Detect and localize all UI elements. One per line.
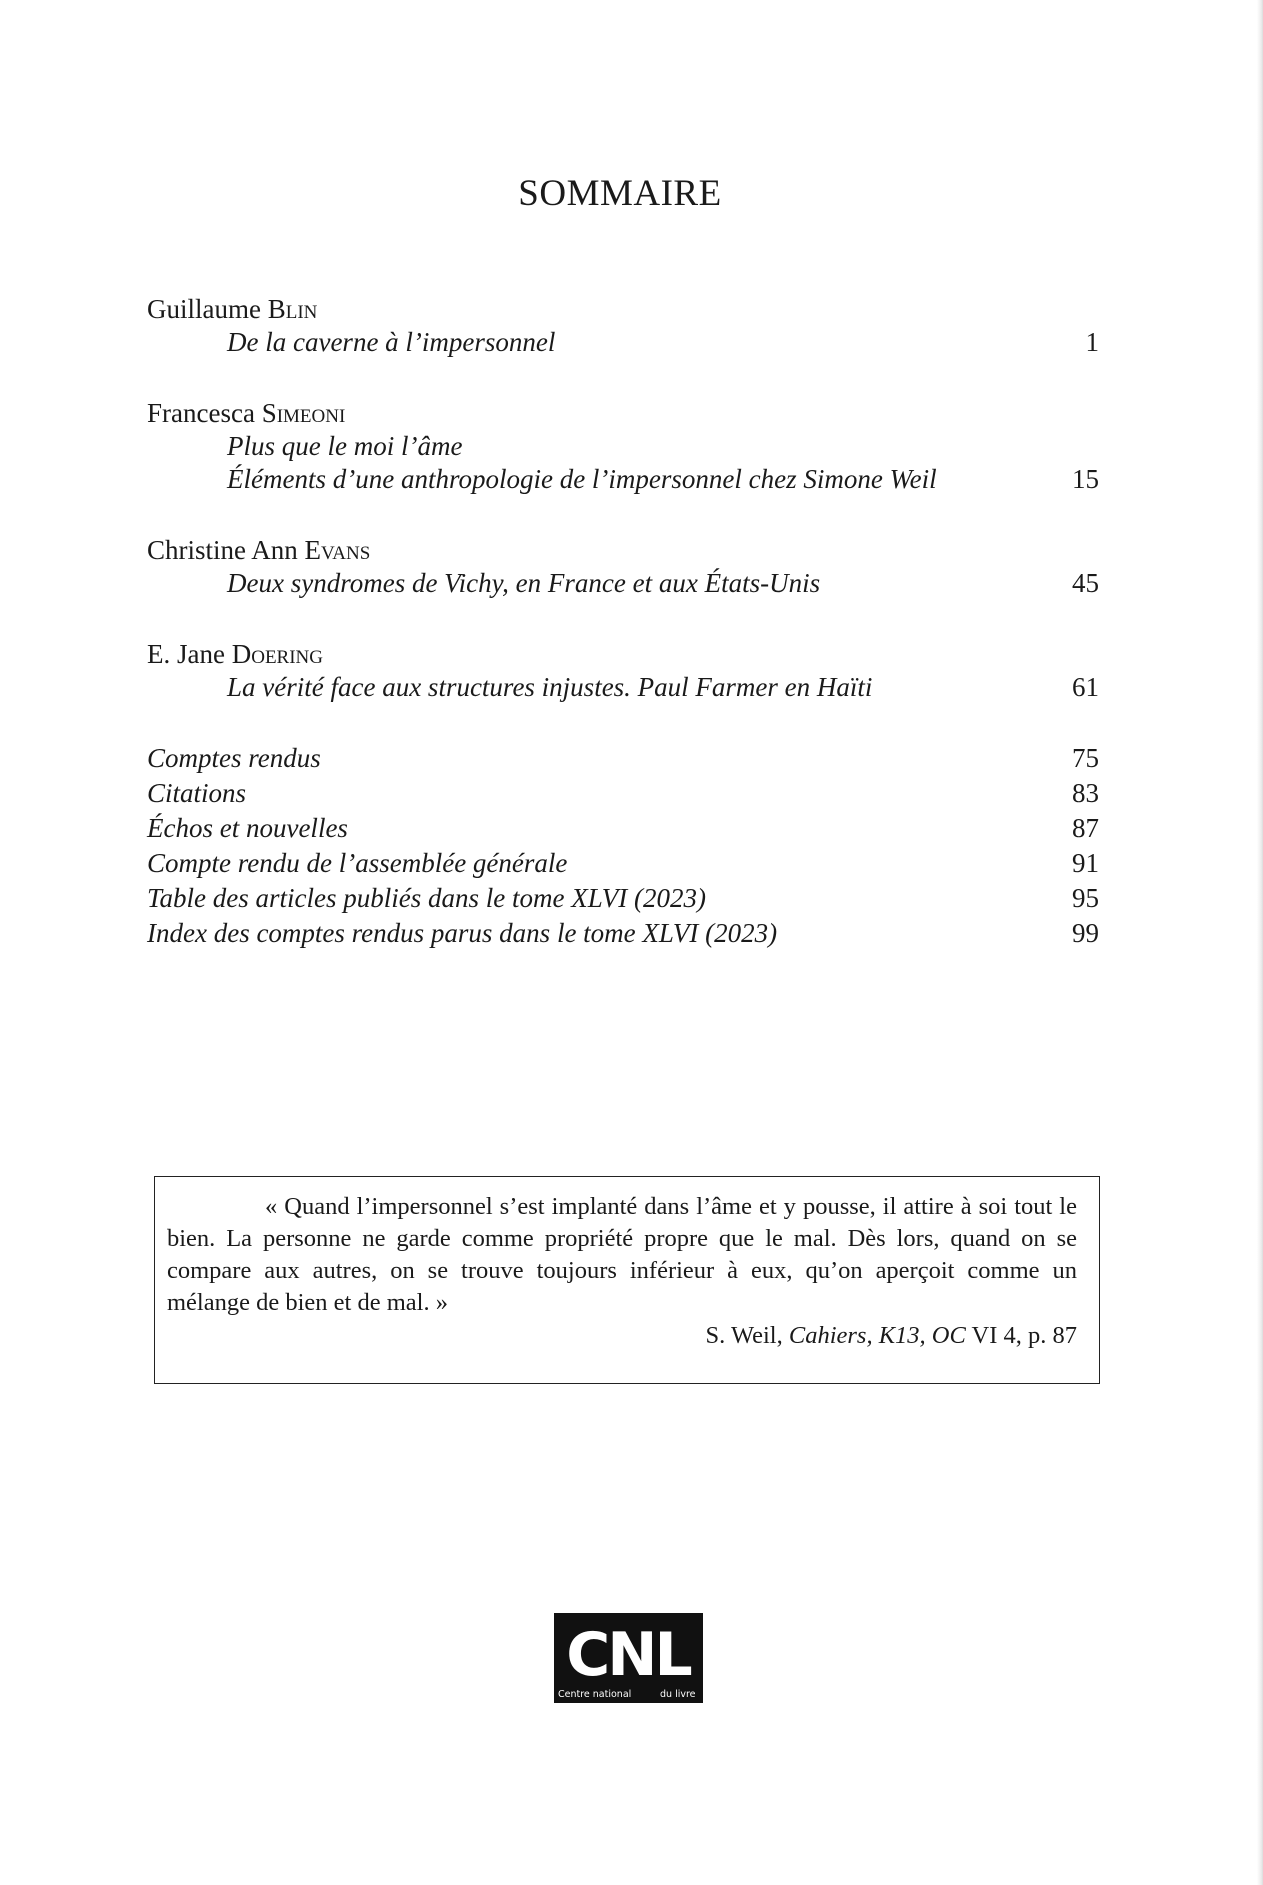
page-number: 1 (1085, 327, 1099, 357)
cnl-logo-caption-right: du livre (660, 1689, 696, 1700)
author-first-name: Francesca (147, 398, 255, 428)
cnl-logo-letters: CNL (566, 1620, 690, 1690)
article-title: Deux syndromes de Vichy, en France et aux États-Unis (227, 568, 821, 598)
cnl-logo (554, 1613, 703, 1703)
section-title: Table des articles publiés dans le tome XLVI (2023) (147, 883, 706, 913)
section-title: Index des comptes rendus parus dans le tome XLVI (2023) (147, 918, 778, 948)
author-last-name: Blin (267, 294, 318, 324)
author-last-name: Simeoni (261, 398, 346, 428)
author-last-name: Doering (231, 639, 323, 669)
author-first-name: Christine Ann (147, 535, 298, 565)
section-title: Comptes rendus (147, 743, 321, 773)
article-title-line (147, 326, 1099, 359)
article-title-line (147, 430, 1099, 463)
page-number: 95 (1072, 883, 1099, 913)
article-title-line (147, 671, 1099, 704)
page-number: 45 (1072, 568, 1099, 598)
article-subtitle-line (147, 463, 1099, 496)
page-title: SOMMAIRE (518, 173, 722, 214)
page-number: 99 (1072, 918, 1099, 948)
page-number: 91 (1072, 848, 1099, 878)
page-number: 83 (1072, 778, 1099, 808)
article-author (147, 396, 1099, 430)
toc-section-entry (147, 881, 1099, 916)
quote-source-work: Cahiers, K13, OC (788, 1322, 966, 1349)
quote-text: « Quand l’impersonnel s’est implanté dans l’âme et y pousse, il attire à soi tout le bien. La personne ne garde comme propriété propre que le mal. Dès lors, quand on se compare aux autres, on se trouve toujours inférieur à eux, qu’on aperçoit comme un mélange de bien et de mal. » (167, 1193, 1077, 1316)
quote-source (167, 1319, 1077, 1353)
author-first-name: Guillaume (147, 294, 261, 324)
cnl-logo-caption-left: Centre national (558, 1689, 632, 1700)
toc-section-entry (147, 776, 1099, 811)
page-number: 87 (1072, 813, 1099, 843)
article-author (147, 292, 1099, 326)
page-number: 61 (1072, 672, 1099, 702)
article-title: La vérité face aux structures injustes. Paul Farmer en Haïti (227, 672, 873, 702)
table-of-contents (147, 292, 1099, 951)
page-number: 15 (1072, 464, 1099, 494)
toc-sections (147, 741, 1099, 951)
toc-article-entry (147, 637, 1099, 704)
article-subtitle: Éléments d’une anthropologie de l’impersonnel chez Simone Weil (227, 464, 937, 494)
section-title: Compte rendu de l’assemblée générale (147, 848, 568, 878)
section-title: Citations (147, 778, 247, 808)
article-author (147, 637, 1099, 671)
page-number: 75 (1072, 743, 1099, 773)
article-title: Plus que le moi l’âme (227, 431, 463, 461)
toc-article-entry (147, 292, 1099, 359)
toc-article-entry (147, 396, 1099, 496)
toc-article-entry (147, 533, 1099, 600)
article-title-line (147, 567, 1099, 600)
page-edge (1257, 0, 1263, 1885)
toc-section-entry (147, 741, 1099, 776)
epigraph-quote-box (154, 1176, 1100, 1384)
section-title: Échos et nouvelles (147, 813, 348, 843)
author-first-name: E. Jane (147, 639, 225, 669)
quote-source-reference: VI 4, p. 87 (971, 1322, 1077, 1349)
toc-section-entry (147, 811, 1099, 846)
toc-section-entry (147, 846, 1099, 881)
article-author (147, 533, 1099, 567)
article-title: De la caverne à l’impersonnel (227, 327, 556, 357)
toc-section-entry (147, 916, 1099, 951)
quote-source-author: S. Weil, (705, 1322, 783, 1349)
author-last-name: Evans (304, 535, 371, 565)
